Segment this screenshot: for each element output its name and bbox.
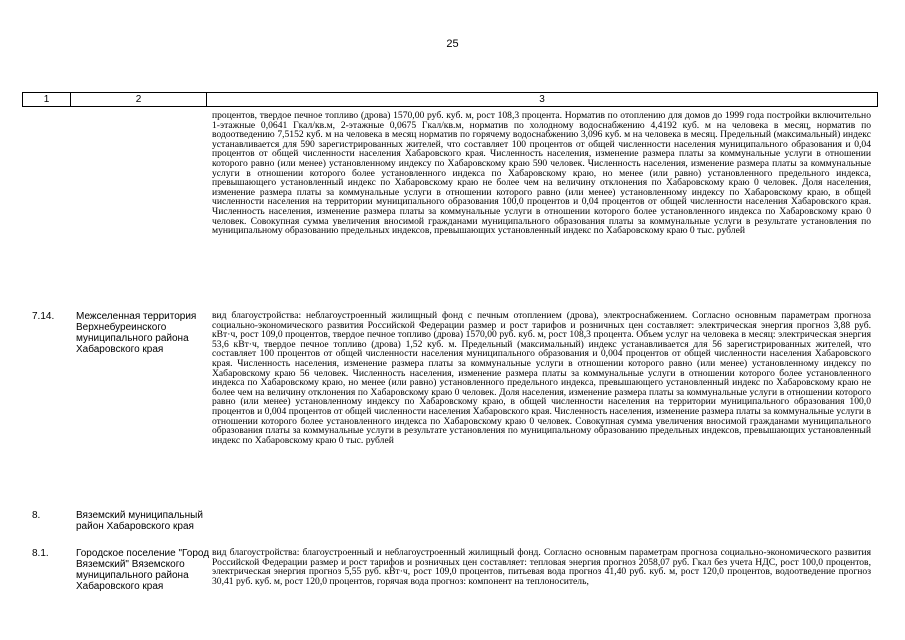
row-description: вид благоустройства: благоустроенный и неблагоустроенный жилищный фонд. Согласно основным параметрам прогноза социально-экономического развития Российской Федерации размер и рост тарифов и розничных цен составляет: тепловая энергия прогноз 2058,07 руб. Гкал без учета НДС, рост 100,0 процентов, электрическая энергия прогноз 5,55 руб. кВт·ч, рост 109,0 процентов, питьевая вода прогноз 41,40 руб. куб. м, рост 120,0 процентов, водоотведение прогноз 30,41 руб. куб. м, рост 120,0 процентов, горячая вода прогноз: компонент на теплоноситель, (212, 547, 871, 587)
row-territory-name: Городское поселение "Город Вяземский" Вяземского муниципального района Хабаровского края (76, 548, 210, 592)
row-number: 8.1. (32, 548, 49, 559)
page-number: 25 (446, 38, 459, 50)
row-territory-name: Вяземский муниципальный район Хабаровского края (76, 510, 203, 532)
header-col-1: 1 (23, 93, 71, 106)
row-number: 7.14. (32, 311, 55, 322)
header-col-2: 2 (71, 93, 207, 106)
row-territory-name: Межселенная территория Верхнебуреинского муниципального района Хабаровского края (76, 311, 197, 355)
table-header (22, 92, 878, 107)
row-number: 8. (32, 510, 41, 521)
row-description: вид благоустройства: неблагоустроенный жилищный фонд с печным отоплением (дрова), электроснабжением. Согласно основным параметрам прогноза социально-экономического развития Российской Федерации размер и рост тарифов и розничных цен составляет: электрическая энергия прогноз 3,88 руб. кВт·ч, рост 109,0 процентов, твердое печное топливо (дрова) 1570,00 руб. куб. м, рост 108,3 процента. Объем услуг на человека в месяц: электрическая энергия 53,6 кВт·ч, твердое печное топливо (дрова) 1,52 куб. м. Предельный (максимальный) индекс устанавливается для 56 зарегистрированных жителей, что составляет 100 процентов от общей численности населения муниципального образования и 0,004 процентов от общей численности населения Хабаровского края. Численность населения, изменение размера платы за коммунальные услуги в отношении которого равно (или менее) установленному индексу по Хабаровскому краю 56 человек. Численность населения, изменение размера платы за коммунальные услуги в отношении которого более установленного индекса по Хабаровскому краю, но менее (или равно) установленного предельного индекса, превышающего установленный индекс по Хабаровскому краю не более чем на величину отклонения по Хабаровскому краю 0 человек. Доля населения, изменение размера платы за коммунальные услуги в отношении которого равно (или менее) установленному индексу по Хабаровскому краю, в общей численности населения на территории муниципального образования 100,0 процентов и 0,004 процентов от общей численности населения Хабаровского края. Численность населения, изменение размера платы за коммунальные услуги в отношении которого более установленного индекса по Хабаровскому краю 0 человек. Совокупная сумма увеличения вносимой гражданами муниципального образования платы за коммунальные услуги в результате установления по муниципальному образованию предельных индексов, превышающих установленный индекс по Хабаровскому краю 0 тыс. рублей (212, 310, 871, 446)
header-col-3: 3 (539, 94, 545, 105)
row-description: процентов, твердое печное топливо (дрова) 1570,00 руб. куб. м, рост 108,3 процента. Норматив по отоплению для домов до 1999 года постройки включительно 1-этажные 0,0641 Гкал/кв.м, 2-этажные 0,0675 Гкал/кв.м, норматив по холодному водоснабжению 4,4192 куб. м на человека в месяц, норматив по водоотведению 7,5152 куб. м на человека в месяц норматив по горячему водоснабжению 3,096 куб. м на человека в месяц. Предельный (максимальный) индекс устанавливается для 590 зарегистрированных жителей, что составляет 100 процентов от общей численности населения муниципального образования и 0,04 процентов от общей численности населения Хабаровского края. Численность населения, изменение размера платы за коммунальные услуги в отношении которого равно (или менее) установленному индексу по Хабаровскому краю 590 человек. Численность населения, изменение размера платы за коммунальные услуги в отношении которого более установленного индекса по Хабаровскому краю, но менее (или равно) установленного предельного индекса, превышающего установленный индекс по Хабаровскому краю не более чем на величину отклонения по Хабаровскому краю 0 человек. Доля населения, изменение размера платы за коммунальные услуги в отношении которого равно (или менее) установленному индексу по Хабаровскому краю, в общей численности населения на территории муниципального образования 100,0 процентов и 0,04 процентов от общей численности населения Хабаровского края. Численность населения, изменение размера платы за коммунальные услуги в отношении которого более установленного индекса по Хабаровскому краю 0 человек. Совокупная сумма увеличения вносимой гражданами муниципального образования платы за коммунальные услуги в результате установления по муниципальному образованию предельных индексов, превышающих установленный индекс по Хабаровскому краю 0 тыс. рублей (212, 110, 871, 237)
